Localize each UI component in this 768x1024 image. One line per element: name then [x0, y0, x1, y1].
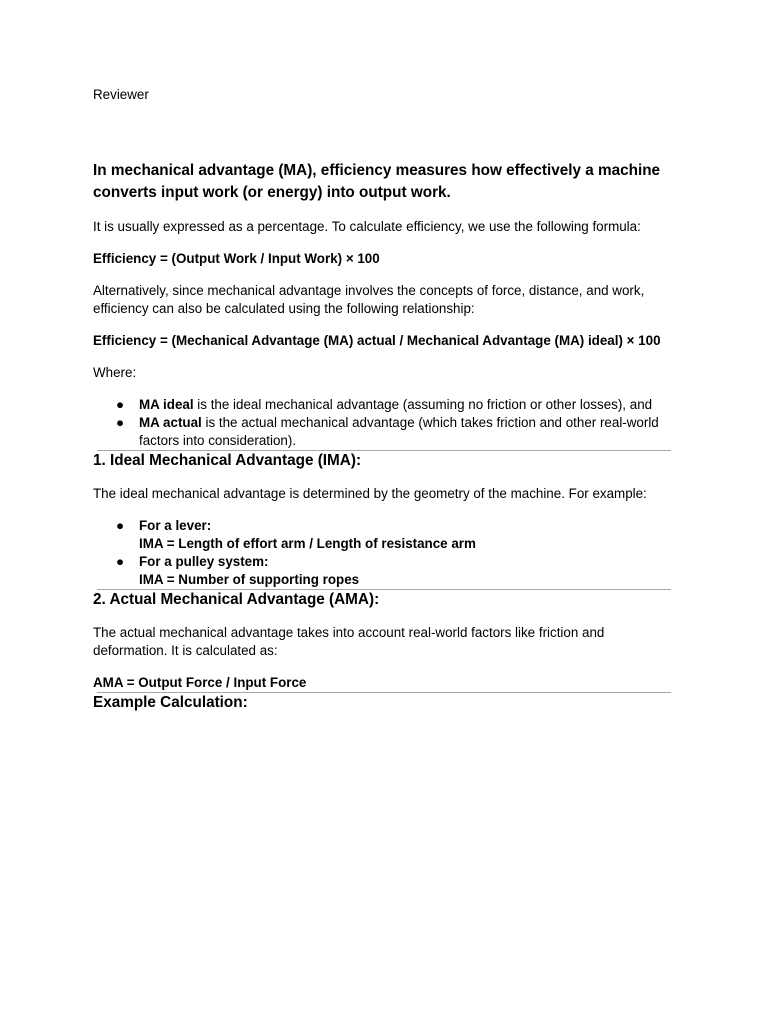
bullet-icon: ●	[116, 415, 125, 430]
ama-formula: AMA = Output Force / Input Force	[93, 675, 307, 690]
bullet-icon: ●	[116, 397, 125, 412]
intro-heading: In mechanical advantage (MA), efficiency measures how effectively a machine converts input work (or energy) into output work.	[93, 162, 661, 201]
pulley-title: For a pulley system:	[139, 554, 269, 569]
ima-list	[93, 517, 678, 589]
ima-heading: 1. Ideal Mechanical Advantage (IMA):	[93, 452, 362, 469]
header-label: Reviewer	[93, 87, 149, 102]
intro-paragraph-1: It is usually expressed as a percentage. To calculate efficiency, we use the following formula:	[93, 219, 641, 234]
ma-ideal-term: MA ideal	[139, 397, 194, 412]
efficiency-formula-ma: Efficiency = (Mechanical Advantage (MA) actual / Mechanical Advantage (MA) ideal) × 100	[93, 333, 661, 348]
document-body	[93, 86, 678, 713]
ma-actual-text: is the actual mechanical advantage (which takes friction and other real-world factors into consideration).	[139, 415, 659, 448]
where-label: Where:	[93, 365, 137, 380]
list-item	[93, 396, 678, 414]
ima-paragraph: The ideal mechanical advantage is determined by the geometry of the machine. For example:	[93, 486, 647, 501]
ma-definition-list	[93, 396, 678, 450]
ama-heading: 2. Actual Mechanical Advantage (AMA):	[93, 591, 380, 608]
intro-paragraph-2: Alternatively, since mechanical advantage involves the concepts of force, distance, and work, efficiency can also be calculated using the following relationship:	[93, 283, 645, 316]
ma-ideal-text: is the ideal mechanical advantage (assuming no friction or other losses), and	[193, 397, 653, 412]
lever-title: For a lever:	[139, 518, 212, 533]
list-item	[93, 553, 678, 589]
efficiency-formula-work: Efficiency = (Output Work / Input Work) × 100	[93, 251, 380, 266]
list-item	[93, 414, 678, 450]
lever-formula: IMA = Length of effort arm / Length of resistance arm	[139, 536, 476, 551]
bullet-icon: ●	[116, 518, 125, 533]
bullet-icon: ●	[116, 554, 125, 569]
pulley-formula: IMA = Number of supporting ropes	[139, 572, 360, 587]
example-heading: Example Calculation:	[93, 694, 248, 711]
ma-actual-term: MA actual	[139, 415, 202, 430]
list-item	[93, 517, 678, 553]
ama-paragraph: The actual mechanical advantage takes into account real-world factors like friction and deformation. It is calculated as:	[93, 625, 605, 658]
